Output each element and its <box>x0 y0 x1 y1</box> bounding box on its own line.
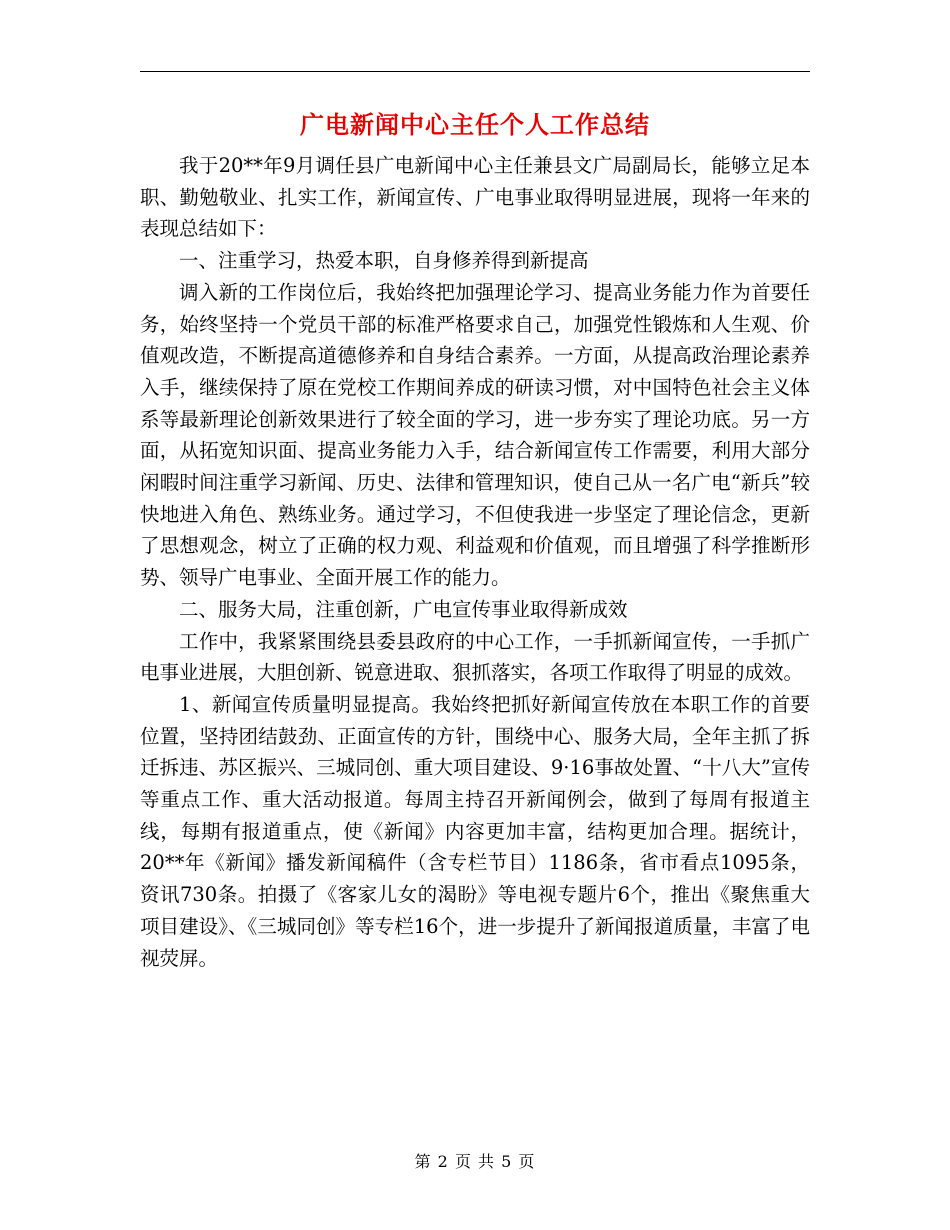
paragraph-news-quality: 1、新闻宣传质量明显提高。我始终把抓好新闻宣传放在本职工作的首要位置，坚持团结鼓劲、正面宣传的方针，围绕中心、服务大局，全年主抓了拆迁拆违、苏区振兴、三城同创、重大项目建设、9·16事故处置、“十八大”宣传等重点工作、重大活动报道。每周主持召开新闻例会，做到了每周有报道主线，每期有报道重点，使《新闻》内容更加丰富，结构更加合理。据统计，20**年《新闻》播发新闻稿件（含专栏节目）1186条，省市看点1095条，资讯730条。拍摄了《客家儿女的渴盼》等电视专题片6个，推出《聚焦重大项目建设》、《三城同创》等专栏16个，进一步提升了新闻报道质量，丰富了电视荧屏。 <box>140 692 810 970</box>
paragraph-study: 调入新的工作岗位后，我始终把加强理论学习、提高业务能力作为首要任务，始终坚持一个党员干部的标准严格要求自己，加强党性锻炼和人生观、价值观改造，不断提高道德修养和自身结合素养。一方面，从提高政治理论素养入手，继续保持了原在党校工作期间养成的研读习惯，对中国特色社会主义体系等最新理论创新效果进行了较全面的学习，进一步夯实了理论功底。另一方面，从拓宽知识面、提高业务能力入手，结合新闻宣传工作需要，利用大部分闲暇时间注重学习新闻、历史、法律和管理知识，使自己从一名广电“新兵”较快地进入角色、熟练业务。通过学习，不但使我进一步坚定了理论信念，更新了思想观念，树立了正确的权力观、利益观和价值观，而且增强了科学推断形势、领导广电事业、全面开展工作的能力。 <box>140 280 810 590</box>
section-heading-1: 一、注重学习，热爱本职，自身修养得到新提高 <box>179 249 589 273</box>
page-number: 第 2 页 共 5 页 <box>414 1152 536 1171</box>
document-body <box>140 150 810 974</box>
header-rule <box>140 71 810 72</box>
paragraph-intro: 我于20**年9月调任县广电新闻中心主任兼县文广局副局长，能够立足本职、勤勉敬业、扎实工作，新闻宣传、广电事业取得明显进展，现将一年来的表现总结如下： <box>140 154 810 241</box>
paragraph-work: 工作中，我紧紧围绕县委县政府的中心工作，一手抓新闻宣传，一手抓广电事业进展，大胆创新、锐意进取、狠抓落实，各项工作取得了明显的成效。 <box>140 629 810 685</box>
section-heading-2: 二、服务大局，注重创新，广电宣传事业取得新成效 <box>179 597 628 621</box>
document-title: 广电新闻中心主任个人工作总结 <box>300 111 650 139</box>
